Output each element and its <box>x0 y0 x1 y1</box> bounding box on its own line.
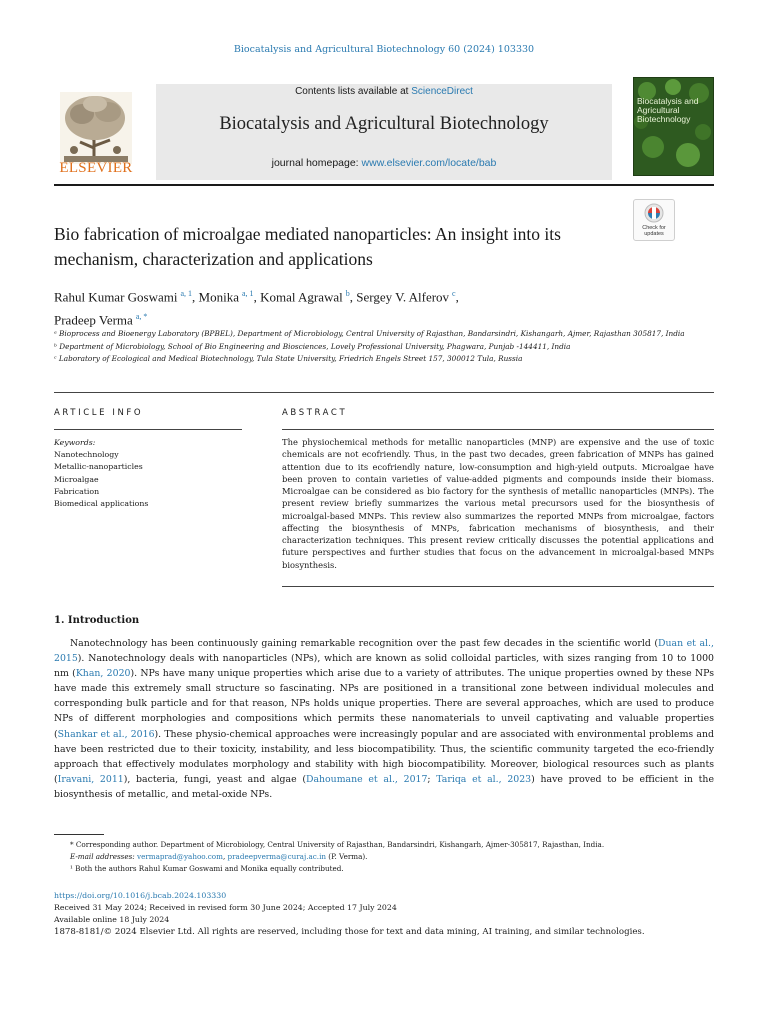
keyword-item: Fabrication <box>54 486 100 496</box>
abstract-rule <box>282 429 714 430</box>
introduction-paragraph <box>54 636 714 802</box>
abstract-heading: ABSTRACT <box>282 408 348 418</box>
publication-info <box>54 890 714 938</box>
running-head[interactable] <box>0 44 768 55</box>
author-name[interactable]: Monika <box>198 289 239 305</box>
author-list <box>54 284 654 331</box>
intro-text: ) have proved to be efficient in the biosynthesis of metallic, and metal-oxide NPs. <box>54 773 714 800</box>
header-divider <box>54 184 714 186</box>
keywords-label: Keywords: <box>54 438 96 447</box>
email-link[interactable]: vermaprad@yahoo.com <box>137 852 223 861</box>
author-affiliation-marker[interactable]: a, * <box>135 312 148 322</box>
equal-contribution-note: ¹ Both the authors Rahul Kumar Goswami and Monika equally contributed. <box>70 864 344 873</box>
author-name[interactable]: Rahul Kumar Goswami <box>54 289 178 305</box>
citation-link[interactable]: Iravani, 2011 <box>57 773 124 785</box>
citation-link[interactable]: Khan, 2020 <box>75 668 131 680</box>
contents-prefix: Contents lists available at <box>295 86 412 97</box>
affiliation-a: ᵃ Bioprocess and Bioenergy Laboratory (BPBEL), Department of Microbiology, Central University of Rajasthan, Bandarsindri, Kishangarh, Ajmer, Rajasthan 305817, India <box>54 329 685 338</box>
citation-link[interactable]: Tariqa et al., 2023 <box>436 773 532 785</box>
intro-text: ). NPs have many unique properties which arise due to a variety of attributes. The unique properties owned by these NPs have made this extremely small structure so fascinating. NPs are positioned in a transitional zone between individual molecules and corresponding bulk particle and for that reason, NPs holds unique properties. There are several approaches, which are used to produce NPs of different morphologies and compositions which permits these nanomaterials to unveil captivating and valuable properties ( <box>54 668 714 740</box>
footnote-rule <box>54 834 104 835</box>
running-head-link[interactable]: Biocatalysis and Agricultural Biotechnology 60 (2024) 103330 <box>233 44 535 55</box>
author-name[interactable]: Sergey V. Alferov <box>356 289 450 305</box>
affiliation-b: ᵇ Department of Microbiology, School of Bio Engineering and Biosciences, Lovely Professional University, Phagwara, Punjab -144411, India <box>54 341 571 351</box>
affiliations <box>54 328 694 366</box>
sciencedirect-link[interactable]: ScienceDirect <box>411 86 473 97</box>
journal-homepage-link[interactable]: www.elsevier.com/locate/bab <box>361 157 497 169</box>
intro-text: Nanotechnology has been continuously gaining remarkable recognition over the past few decades in the scientific world ( <box>70 638 659 649</box>
title-block-divider <box>54 392 714 393</box>
abstract-bottom-rule <box>282 586 714 587</box>
keyword-item: Biomedical applications <box>54 499 149 509</box>
email-link[interactable]: pradeepverma@curaj.ac.in <box>227 852 326 861</box>
email-separator: , <box>222 852 228 861</box>
citation-link[interactable]: Dahoumane et al., 2017 <box>305 773 428 785</box>
keyword-item: Metallic-nanoparticles <box>54 462 143 472</box>
homepage-prefix: journal homepage: <box>271 157 362 169</box>
intro-text: ). These physio-chemical approaches were increasingly popular and are associated with environmental problems and have been restricted due to their toxicity, instability, and less biocompatibility. Thus, the scientific community targeted the eco-friendly approach that effectively modulates morphology and stability with high biocompatibility. Moreover, biological resources such as plants ( <box>54 728 714 785</box>
intro-text: ), bacteria, fungi, yeast and algae ( <box>123 773 306 785</box>
keyword-item: Microalgae <box>54 474 99 484</box>
citation-link[interactable]: Shankar et al., 2016 <box>57 728 155 740</box>
keywords-block <box>54 437 244 510</box>
keyword-item: Nanotechnology <box>54 450 119 460</box>
copyright-notice: 1878-8181/© 2024 Elsevier Ltd. All rights are reserved, including those for text and data mining, AI training, and similar technologies. <box>54 927 645 937</box>
footnotes <box>54 839 714 875</box>
author-separator: , <box>192 289 199 305</box>
cover-texture <box>633 77 714 176</box>
author-separator: , <box>455 289 459 305</box>
crossmark-icon <box>634 200 674 226</box>
article-title: Bio fabrication of microalgae mediated nanoparticles: An insight into its mechanism, characterization and applications <box>54 224 561 269</box>
author-affiliation-marker[interactable]: a, 1 <box>242 289 254 298</box>
check-for-updates-badge[interactable] <box>633 199 675 241</box>
corresponding-author-note: * Corresponding author. Department of Microbiology, Central University of Rajasthan, Bandarsindri, Kishangarh, Ajmer-305817, Rajasthan, India. <box>70 840 605 849</box>
author-name[interactable]: Pradeep Verma <box>54 312 133 328</box>
cover-title: Biocatalysis and Agricultural Biotechnology <box>637 96 699 124</box>
available-online: Available online 18 July 2024 <box>54 915 170 924</box>
crossmark-label: Check for updates <box>642 225 666 237</box>
email-addresses <box>54 851 714 863</box>
email-suffix: (P. Verma). <box>326 852 368 861</box>
author-separator: , <box>253 289 261 305</box>
journal-title: Biocatalysis and Agricultural Biotechnology <box>219 114 549 134</box>
intro-text: ). Nanotechnology deals with nanoparticles (NPs), which are known as solid colloidal particles, with sizes ranging from 10 to 1000 nm ( <box>54 653 714 680</box>
author-affiliation-marker[interactable]: b <box>345 289 350 298</box>
author-affiliation-marker[interactable]: a, 1 <box>180 289 193 298</box>
introduction-heading: 1. Introduction <box>54 615 140 626</box>
author-name[interactable]: Komal Agrawal <box>260 289 343 305</box>
intro-text: ; <box>427 773 437 785</box>
citation-link[interactable]: Duan et al., 2015 <box>54 638 714 665</box>
doi-link[interactable]: https://doi.org/10.1016/j.bcab.2024.103330 <box>54 891 227 900</box>
contents-line <box>156 86 612 97</box>
article-info-heading: ARTICLE INFO <box>54 408 144 418</box>
abstract-text: The physiochemical methods for metallic nanoparticles (MNP) are expensive and the use of toxic chemicals are not ecofriendly. Thus, in the past two decades, green fabrication of MNPs has gained attention due to its ecofriendly nature, low-consumption and high-yield outputs. Microalgae have been proven to contain varieties of value-added pigments and compounds inside their biomass. Microalgae can be considered as bio factory for the synthesis of metallic nanoparticles (MNPs). The present review briefly summarizes the various metal precursors used for the biosynthesis of microalgal-based MNPs. This review also summarizes the reported MNPs from microalgae, factors affecting the biosynthesis of MNPs, fabrication mechanisms of biosynthesis, and their characterization techniques. This present review critically discusses the potential applications and future perspectives and further studies that focus on the advancement in microalgal-based MNPs biosynthesis. <box>282 437 714 570</box>
email-label: E-mail addresses: <box>70 852 135 861</box>
affiliation-c: ᶜ Laboratory of Ecological and Medical Biotechnology, Tula State University, Friedrich Engels Street 157, 300012 Tula, Russia <box>54 354 523 363</box>
author-separator: , <box>349 289 357 305</box>
elsevier-wordmark: ELSEVIER <box>59 160 133 176</box>
journal-homepage-line <box>156 157 612 169</box>
article-info-rule <box>54 429 242 430</box>
received-dates: Received 31 May 2024; Received in revised form 30 June 2024; Accepted 17 July 2024 <box>54 903 397 912</box>
journal-cover-image[interactable] <box>633 77 714 176</box>
author-affiliation-marker[interactable]: c <box>452 289 456 298</box>
